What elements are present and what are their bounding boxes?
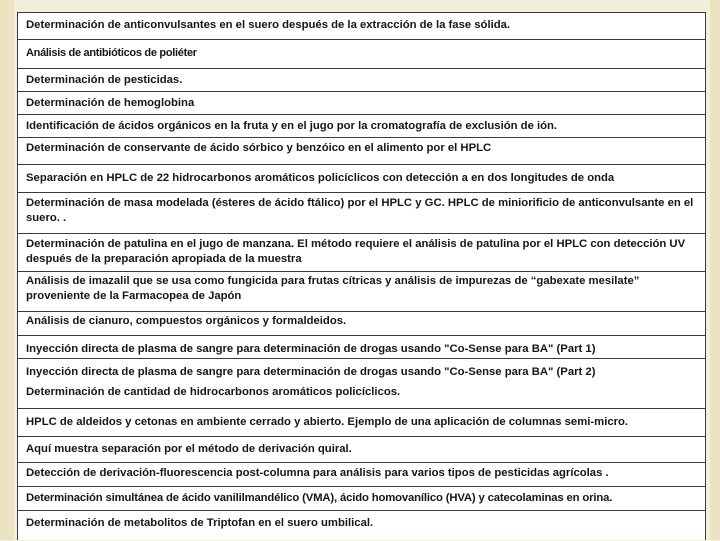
table-row: Identificación de ácidos orgánicos en la fruta y en el jugo por la cromatografía de exclusión de ión.: [18, 115, 705, 138]
table-row: Determinación de masa modelada (ésteres de ácido ftálico) por el HPLC y GC. HPLC de miniorificio de anticonvulsante en el suero. .: [18, 193, 705, 234]
methods-table: [17, 12, 706, 540]
table-row: Aquí muestra separación por el método de derivación quiral.: [18, 437, 705, 463]
table-row: Detección de derivación-fluorescencia post-columna para análisis para varios tipos de pesticidas agrícolas .: [18, 463, 705, 487]
table-row: Separación en HPLC de 22 hidrocarbonos aromáticos policíclicos con detección a en dos longitudes de onda: [18, 165, 705, 193]
table-row: Análisis de cianuro, compuestos orgánicos y formaldeidos.: [18, 312, 705, 336]
table-row: HPLC de aldeidos y cetonas en ambiente cerrado y abierto. Ejemplo de una aplicación de columnas semi-micro.: [18, 409, 705, 437]
table-row: Análisis de imazalil que se usa como fungicida para frutas cítricas y análisis de impurezas de “gabexate mesilate” proveniente de la Farmacopea de Japón: [18, 272, 705, 312]
table-row: Determinación de pesticidas.: [18, 69, 705, 92]
table-row: Determinación de conservante de ácido sórbico y benzóico en el alimento por el HPLC: [18, 138, 705, 165]
table-row: Determinación de patulina en el jugo de manzana. El método requiere el análisis de patulina por el HPLC con detección UV después de la preparación apropiada de la muestra: [18, 234, 705, 272]
table-row: Determinación de metabolitos de Triptofan en el suero umbilical.: [26, 517, 374, 529]
table-row: Análisis de antibióticos de poliéter: [18, 40, 705, 69]
table-row: Determinación simultánea de ácido vanililmandélico (VMA), ácido homovanílico (HVA) y catecolaminas en orina.: [18, 487, 705, 511]
left-margin-strip: [0, 0, 14, 540]
table-row: Determinación de hemoglobina: [18, 92, 705, 115]
table-row: Inyección directa de plasma de sangre para determinación de drogas usando "Co-Sense para BA" (Part 2) Determinación de cantidad de hidrocarbonos aromáticos policíclicos.: [18, 359, 705, 409]
table-row: Determinación de anticonvulsantes en el suero después de la extracción de la fase sólida.: [18, 13, 705, 40]
right-margin-strip: [710, 0, 720, 540]
table-row: Inyección directa de plasma de sangre para determinación de drogas usando "Co-Sense para BA" (Part 1): [18, 336, 705, 359]
